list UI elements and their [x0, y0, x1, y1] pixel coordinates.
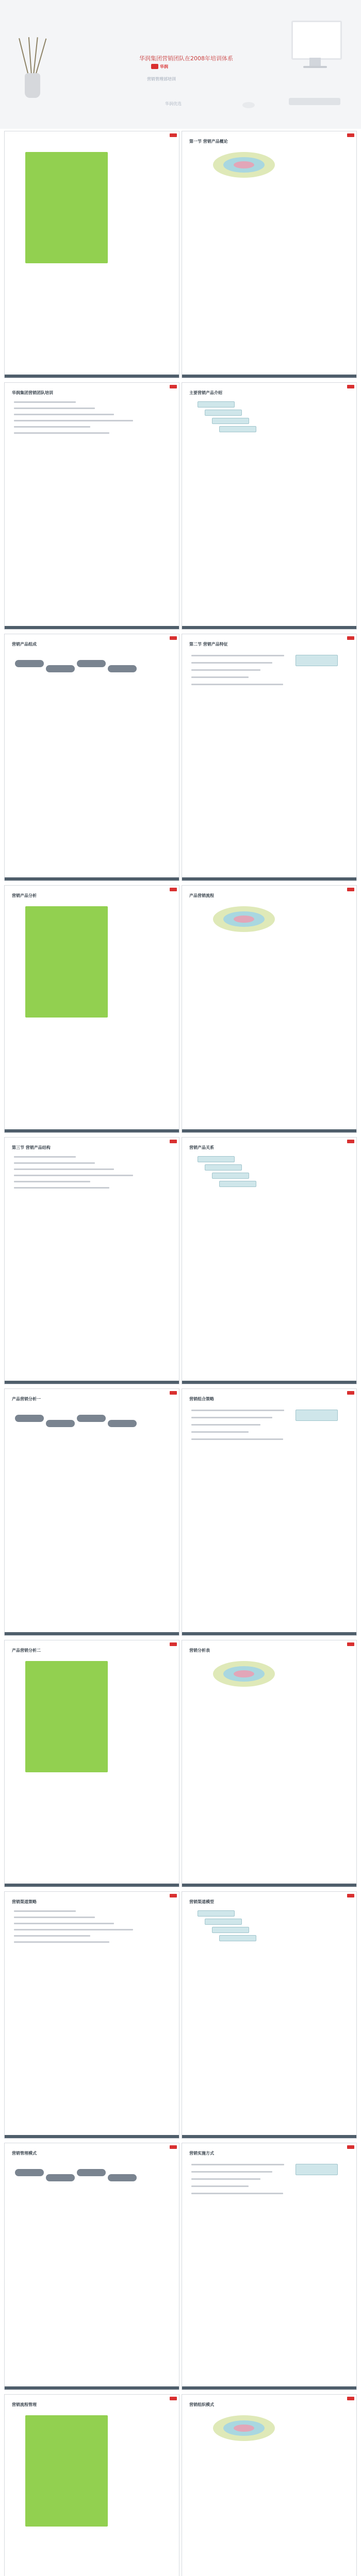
slide-thumbnail[interactable]: [182, 885, 357, 1132]
flow-box: [198, 1910, 235, 1917]
slide-title: 营销产品组成: [12, 642, 37, 647]
text-line: [14, 1910, 76, 1912]
monitor-base: [303, 66, 327, 68]
slide-footer-bar: [5, 2386, 179, 2389]
slide-footer-bar: [5, 1632, 179, 1635]
text-line: [191, 2171, 272, 2173]
diagram-ellipse: [234, 161, 254, 168]
flow-box: [205, 1164, 242, 1171]
slide-title: 营销分析表: [189, 1648, 210, 1653]
slide-thumbnail[interactable]: [4, 885, 179, 1132]
text-line: [14, 1923, 114, 1924]
slide-title: 营销流程管理: [12, 2402, 37, 2408]
cover-title: 华润集团营销团队在2008年培训体系: [139, 55, 233, 62]
brand-mark-icon: [170, 2397, 177, 2400]
text-line: [191, 684, 283, 685]
text-line: [14, 408, 95, 409]
text-line: [14, 1917, 95, 1918]
text-line: [14, 1162, 95, 1164]
slide-thumbnail[interactable]: [4, 2394, 179, 2576]
flow-box: [212, 1173, 249, 1179]
slide-thumbnail[interactable]: [4, 382, 179, 630]
slide-footer-bar: [5, 626, 179, 629]
slide-footer-bar: [182, 1129, 356, 1132]
slide-title: 产品营销流程: [189, 893, 214, 899]
slide-title: 第二节 营销产品特征: [189, 642, 228, 647]
agenda-panel: [25, 2415, 108, 2527]
text-line: [191, 2193, 283, 2194]
slide-thumbnail[interactable]: [182, 131, 357, 378]
brand-mark-icon: [170, 1140, 177, 1143]
text-line: [191, 669, 260, 671]
text-line: [191, 1417, 272, 1418]
process-chevron: [15, 1415, 44, 1422]
slide-footer-bar: [182, 626, 356, 629]
flower-vase-illustration: [21, 36, 44, 98]
text-line: [14, 414, 114, 415]
slide-thumbnail[interactable]: [4, 1640, 179, 1887]
desk-caption: 华润优选: [165, 101, 182, 106]
slide-thumbnail[interactable]: [4, 1137, 179, 1384]
slide-footer-bar: [5, 1129, 179, 1132]
text-line: [14, 1156, 76, 1158]
slide-title: 产品营销分析一: [12, 1396, 41, 1401]
slide-footer-bar: [5, 375, 179, 378]
flow-box: [198, 401, 235, 408]
slide-title: 营销产品分析: [12, 893, 37, 899]
diagram-ellipse: [234, 1670, 254, 1677]
brand-mark-icon: [347, 133, 354, 137]
flow-box: [219, 426, 256, 432]
slide-thumbnail[interactable]: [182, 382, 357, 630]
text-line: [14, 426, 90, 428]
cover-subtitle: 营销管理部培训: [147, 77, 176, 81]
slide-footer-bar: [182, 1381, 356, 1384]
slide-thumbnail[interactable]: [182, 1891, 357, 2139]
brand-mark-icon: [347, 2397, 354, 2400]
slide-footer-bar: [182, 1884, 356, 1887]
brand-mark-icon: [170, 888, 177, 891]
slide-title: 产品营销分析二: [12, 1648, 41, 1653]
brand-mark-icon: [347, 1642, 354, 1646]
flow-box: [219, 1181, 256, 1187]
process-chevron: [15, 660, 44, 667]
slide-thumbnail[interactable]: [182, 2143, 357, 2390]
callout-box: [296, 655, 338, 666]
agenda-panel: [25, 906, 108, 1018]
slide-footer-bar: [5, 877, 179, 880]
text-line: [14, 1935, 90, 1937]
keyboard-illustration: [289, 98, 340, 105]
brand-mark-icon: [170, 1391, 177, 1395]
slide-thumbnail[interactable]: [4, 1891, 179, 2139]
text-line: [14, 1187, 109, 1189]
brand-mark-icon: [347, 2145, 354, 2149]
brand-mark-icon: [347, 1894, 354, 1897]
process-chevron: [108, 2174, 137, 2181]
slide-thumbnail[interactable]: [182, 2394, 357, 2576]
cover-slide: [0, 0, 361, 129]
text-line: [191, 2164, 284, 2165]
text-line: [14, 1929, 133, 1930]
process-chevron: [108, 1420, 137, 1427]
slide-thumbnail[interactable]: [182, 1640, 357, 1887]
text-line: [191, 1438, 283, 1440]
brand-mark-icon: [170, 2145, 177, 2149]
text-line: [191, 1431, 249, 1433]
text-line: [14, 401, 76, 403]
text-line: [14, 420, 133, 421]
slide-thumbnail[interactable]: [4, 634, 179, 881]
brand-mark-icon: [170, 385, 177, 388]
flow-box: [198, 1156, 235, 1162]
callout-box: [296, 2164, 338, 2175]
slide-thumbnail[interactable]: [182, 1388, 357, 1636]
text-line: [14, 1168, 114, 1170]
process-chevron: [46, 2174, 75, 2181]
process-chevron: [15, 2169, 44, 2176]
slide-footer-bar: [182, 2386, 356, 2389]
slide-footer-bar: [182, 1632, 356, 1635]
flow-box: [219, 1935, 256, 1941]
text-line: [191, 676, 249, 678]
slide-footer-bar: [5, 2135, 179, 2138]
slide-title: 主要营销产品介绍: [189, 391, 222, 396]
text-line: [191, 655, 284, 656]
text-line: [191, 1424, 260, 1426]
slide-thumbnail[interactable]: [4, 2143, 179, 2390]
slide-title: 第三节 营销产品结构: [12, 1145, 51, 1150]
slide-title: 营销产品关系: [189, 1145, 214, 1150]
slide-footer-bar: [182, 877, 356, 880]
brand-mark-icon: [170, 1642, 177, 1646]
slide-title: 营销组织模式: [189, 2402, 214, 2408]
text-line: [191, 662, 272, 664]
flow-box: [212, 1927, 249, 1933]
slide-title: 营销渠道模型: [189, 1900, 214, 1904]
brand-mark-icon: [170, 133, 177, 137]
text-line: [191, 2185, 249, 2187]
agenda-panel: [25, 1661, 108, 1772]
flow-box: [212, 418, 249, 424]
slide-footer-bar: [5, 1381, 179, 1384]
slide-title: 营销实施方式: [189, 2151, 214, 2156]
brand-mark-icon: [347, 888, 354, 891]
slide-title: 营销组合策略: [189, 1396, 214, 1401]
slide-footer-bar: [182, 375, 356, 378]
process-chevron: [108, 665, 137, 672]
text-line: [14, 1181, 90, 1182]
text-line: [14, 432, 109, 434]
text-line: [14, 1941, 109, 1943]
slide-footer-bar: [5, 1884, 179, 1887]
brand-mark-icon: [347, 1140, 354, 1143]
brand-mark-icon: [347, 385, 354, 388]
slide-title: 营销管理模式: [12, 2151, 37, 2156]
process-chevron: [77, 2169, 106, 2176]
brand-logo-icon: [151, 64, 158, 69]
slide-thumbnail[interactable]: [182, 634, 357, 881]
callout-box: [296, 1410, 338, 1421]
slide-title: 营销渠道策略: [12, 1900, 37, 1904]
flow-box: [205, 1919, 242, 1925]
process-chevron: [46, 1420, 75, 1427]
slide-thumbnail[interactable]: [4, 1388, 179, 1636]
slide-thumbnail[interactable]: [4, 131, 179, 378]
brand-logo-text: 华润: [160, 64, 168, 69]
flow-box: [205, 410, 242, 416]
brand-mark-icon: [347, 636, 354, 640]
slide-title: 华润集团营销团队培训: [12, 391, 53, 396]
monitor-illustration: [291, 21, 342, 60]
agenda-panel: [25, 152, 108, 263]
text-line: [191, 2178, 260, 2180]
text-line: [14, 1175, 133, 1176]
process-chevron: [77, 1415, 106, 1422]
process-chevron: [77, 660, 106, 667]
brand-mark-icon: [170, 636, 177, 640]
slide-footer-bar: [182, 2135, 356, 2138]
mouse-illustration: [242, 102, 255, 108]
slide-thumbnail[interactable]: [182, 1137, 357, 1384]
text-line: [191, 1410, 284, 1411]
process-chevron: [46, 665, 75, 672]
slide-title: 第一节 营销产品概论: [189, 139, 228, 144]
brand-mark-icon: [170, 1894, 177, 1897]
brand-mark-icon: [347, 1391, 354, 1395]
